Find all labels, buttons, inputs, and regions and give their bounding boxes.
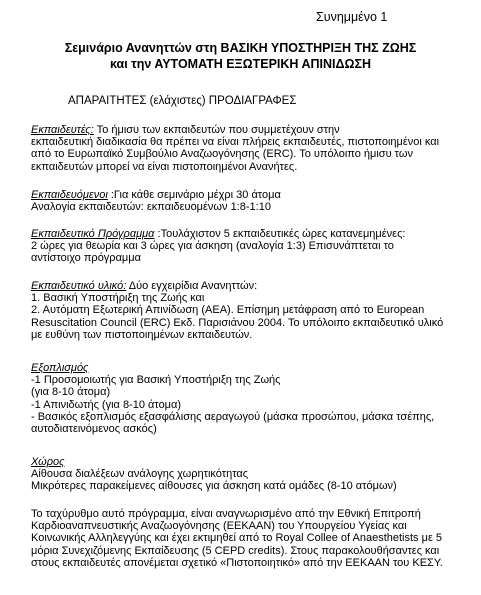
material-line-3: 2. Αυτόματη Εξωτερική Απινίδωση (ΑΕΑ). Επίσημη μετάφραση από το European bbox=[31, 304, 425, 317]
instructors-line-1: Το ήμισυ των εκπαιδευτών που συμμετέχουν στην bbox=[93, 124, 340, 136]
title-line-2: και την ΑΥΤΟΜΑΤΗ ΕΞΩΤΕΡΙΚΗ ΑΠΙΝΙΔΩΣΗ bbox=[109, 57, 372, 71]
accreditation-line-1: Το ταχύρυθμο αυτό πρόγραμμα, είναι αναγνωρισμένο από την Εθνική Επιτροπή bbox=[31, 508, 421, 520]
trainees-line-1: :Για κάθε σεμινάριο μέχρι 30 άτομα bbox=[107, 189, 281, 201]
document-title bbox=[0, 40, 481, 72]
space-line-2: Μικρότερες παρακείμενες αίθουσες για άσκηση κατά ομάδες (8-10 ατόμων) bbox=[31, 480, 397, 493]
accreditation-line-3: Κοινωνικής Αλληλεγγύης και έχει εκτιμηθεί από το Royal Collee of Anaesthetists με 5 bbox=[31, 532, 443, 545]
program-line-2: 2 ώρες για θεωρία και 3 ώρες για άσκηση (αναλογία 1:3) Επισυνάπτεται το bbox=[31, 240, 394, 253]
annex-label: Συνημμένο 1 bbox=[316, 10, 388, 24]
program-label: Εκπαιδευτικό Πρόγραμμα bbox=[31, 228, 155, 240]
space-line-1: Αίθουσα διαλέξεων ανάλογης χωρητικότητας bbox=[31, 468, 249, 481]
material-line-5: με ευθύνη των πιστοποιημένων εκπαιδευτών. bbox=[31, 328, 253, 341]
instructors-label: Εκπαιδευτές: bbox=[31, 124, 94, 136]
space-label: Χώρος bbox=[31, 456, 65, 468]
equipment-line-5: αυτοδιατεινόμενος ασκός) bbox=[31, 423, 157, 436]
equipment-line-3: -1 Απινιδωτής (για 8-10 άτομα) bbox=[31, 398, 182, 411]
document-subtitle: ΑΠΑΡΑΙΤΗΤΕΣ (ελάχιστες) ΠΡΟΔΙΑΓΡΑΦΕΣ bbox=[68, 95, 297, 107]
section-program bbox=[31, 228, 461, 265]
section-equipment bbox=[31, 362, 461, 435]
instructors-line-3: από το Ευρωπαϊκό Συμβούλιο Αναζωογόνησης (ERC). Το υπόλοιπο ήμισυ των bbox=[31, 148, 413, 161]
instructors-line-4: εκπαιδευτών μπορεί να είναι πιστοποιημένοι Ανανήτες. bbox=[31, 160, 298, 173]
program-line-3: αντίστοιχο πρόγραμμα bbox=[31, 252, 141, 265]
trainees-line-2: Αναλογία εκπαιδευτών: εκπαιδευομένων 1:8-1:10 bbox=[31, 201, 271, 214]
title-line-1: Σεμινάριο Ανανηττών στη ΒΑΣΙΚΗ ΥΠΟΣΤΗΡΙΞΗ ΤΗΣ ΖΩΗΣ bbox=[64, 41, 417, 55]
section-space bbox=[31, 456, 461, 493]
material-line-4: Resuscitation Council (ERC) Εκδ. Παρισιάνου 2004. Το υπόλοιπο εκπαιδευτικό υλικό bbox=[31, 316, 444, 329]
trainees-label: Εκπαιδευόμενοι bbox=[31, 189, 108, 201]
program-line-1: :Τουλάχιστον 5 εκπαιδευτικές ώρες κατανεμημένες: bbox=[154, 228, 406, 240]
accreditation-line-5: στους εκπαιδευτές απονέμεται σχετικό «Πιστοποιητικό» από την ΕΕΚΑΑΝ του ΚΕΣΥ. bbox=[31, 556, 443, 569]
equipment-line-4: - Βασικός εξοπλισμός εξασφάλισης αεραγωγού (μάσκα προσώπου, μάσκα τσέπης, bbox=[31, 410, 435, 423]
section-material bbox=[31, 280, 461, 341]
section-instructors bbox=[31, 124, 461, 173]
section-accreditation bbox=[31, 508, 461, 569]
material-line-2: 1. Βασική Υποστήριξη της Ζωής και bbox=[31, 292, 205, 305]
material-label: Εκπαιδευτικό υλικό: bbox=[31, 280, 127, 292]
section-trainees bbox=[31, 189, 461, 213]
instructors-line-2: εκπαιδευτική διαδικασία θα πρέπει να είναι πλήρεις εκπαιδευτές, πιστοποιημένοι και bbox=[31, 136, 440, 149]
accreditation-line-2: Καρδιοαναπνευστικής Αναζωογόνησης (ΕΕΚΑΑΝ) του Υπουργείου Υγείας και bbox=[31, 520, 407, 533]
accreditation-line-4: μόρια Συνεχιζόμενης Εκπαίδευσης (5 CEPD credits). Στους παρακολουθήσαντες και bbox=[31, 544, 440, 557]
equipment-label: Εξοπλισμός bbox=[31, 362, 89, 374]
material-line-1: Δύο εγχειρίδια Ανανηττών: bbox=[126, 280, 258, 292]
equipment-line-1: -1 Προσομοιωτής για Βασική Υποστήριξη της Ζωής bbox=[31, 374, 281, 387]
equipment-line-2: (για 8-10 άτομα) bbox=[31, 386, 111, 399]
